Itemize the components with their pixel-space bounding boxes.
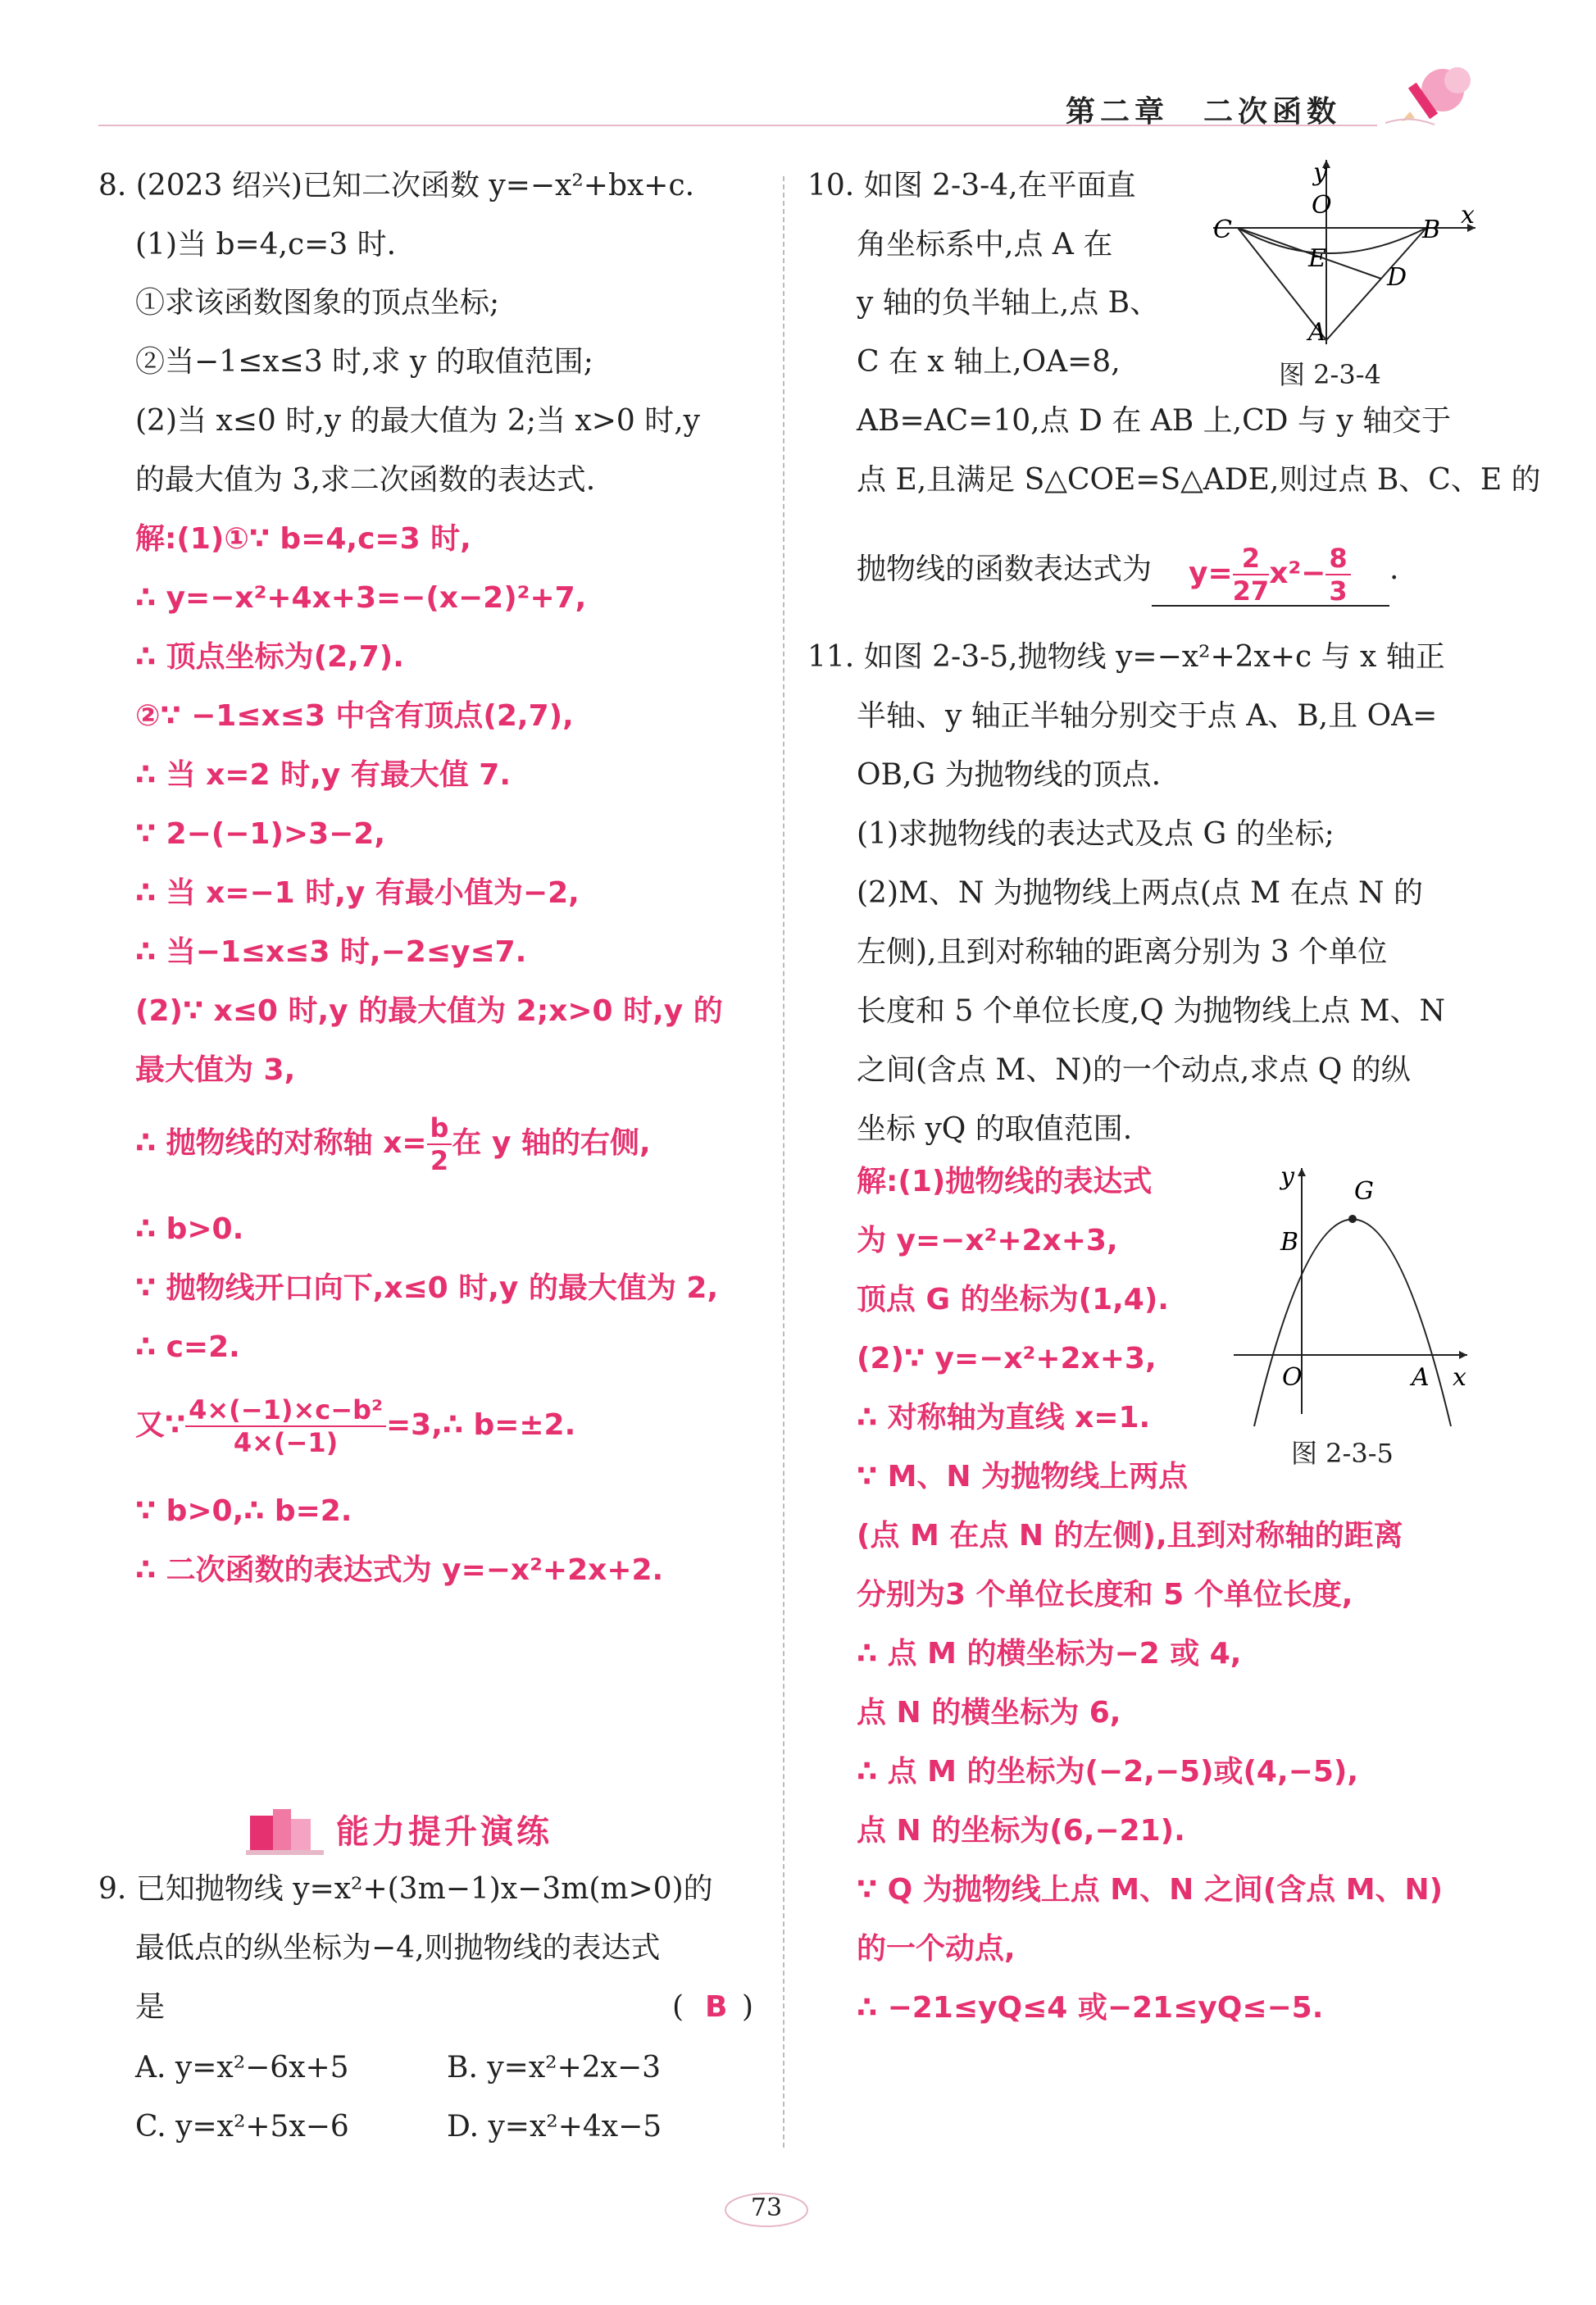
q11-solution-line: (点 M 在点 N 的左侧),且到对称轴的距离: [857, 1519, 1403, 1553]
q8-solution-line: ∴ c=2.: [135, 1330, 240, 1364]
q11-line: OB,G 为抛物线的顶点.: [857, 758, 1162, 792]
q10-line: y 轴的负半轴上,点 B、: [857, 286, 1160, 320]
q8-solution-line: ∴ 二次函数的表达式为 y=−x²+2x+2.: [135, 1553, 664, 1587]
q11-line: (2)M、N 为抛物线上两点(点 M 在点 N 的: [857, 876, 1423, 910]
q11-solution-line: ∵ Q 为抛物线上点 M、N 之间(含点 M、N): [857, 1873, 1444, 1907]
q11-line: (1)求抛物线的表达式及点 G 的坐标;: [857, 817, 1335, 851]
q8-solution-line: 最大值为 3,: [135, 1053, 296, 1087]
q8-solution-line: ∴ 顶点坐标为(2,7).: [135, 640, 404, 674]
q11-solution-line: 解:(1)抛物线的表达式: [857, 1165, 1153, 1198]
y-axis-arrow: [1298, 1168, 1306, 1176]
label-g: G: [1354, 1177, 1374, 1206]
q8-you-pre: 又∵: [135, 1408, 186, 1442]
q11-solution-line: ∴ −21≤yQ≤4 或−21≤yQ≤−5.: [857, 1991, 1324, 2025]
q11-solution-line: ∴ 对称轴为直线 x=1.: [857, 1401, 1151, 1434]
q11-line: 之间(含点 M、N)的一个动点,求点 Q 的纵: [857, 1053, 1411, 1087]
parabola: [1238, 228, 1426, 253]
q10-line: AB=AC=10,点 D 在 AB 上,CD 与 y 轴交于: [857, 404, 1452, 438]
q8-part1a: ①求该函数图象的顶点坐标;: [135, 286, 500, 320]
q8-axis-denominator: 2: [430, 1145, 449, 1176]
q11-solution-line: ∴ 点 M 的横坐标为−2 或 4,: [857, 1637, 1242, 1671]
q10-answer-num2: 8: [1325, 543, 1350, 575]
q9-stem-2: 最低点的纵坐标为−4,则抛物线的表达式: [135, 1931, 661, 1965]
label-a: A: [1412, 1363, 1430, 1392]
q9-option-d: D. y=x²+4x−5: [447, 2110, 662, 2144]
q8-stem: 8. (2023 绍兴)已知二次函数 y=−x²+bx+c.: [98, 169, 695, 202]
q10-answer-den2: 3: [1329, 575, 1348, 607]
q8-you-line: [135, 1389, 575, 1462]
q8-solution-line: ∴ 当 x=−1 时,y 有最小值为−2,: [135, 876, 580, 910]
page-number-badge: [721, 2189, 812, 2231]
q10-answer-num1: 2: [1233, 543, 1270, 575]
q10-line: 10. 如图 2-3-4,在平面直: [807, 169, 1136, 202]
q8-solution-line: 解:(1)①∵ b=4,c=3 时,: [135, 522, 471, 556]
q9-stem-3: 是: [135, 1990, 166, 2024]
q10-answer-post: .: [1389, 552, 1399, 586]
label-b: B: [1280, 1228, 1299, 1257]
q10-line: 点 E,且满足 S△COE=S△ADE,则过点 B、C、E 的: [857, 463, 1541, 497]
label-y: y: [1280, 1162, 1294, 1191]
label-o: O: [1312, 191, 1332, 220]
label-x: x: [1461, 201, 1475, 230]
q11-line: 坐标 yQ 的取值范围.: [857, 1112, 1133, 1146]
figure-2-3-4-caption: 图 2-3-4: [1279, 359, 1381, 390]
q11-solution-line: 点 N 的横坐标为 6,: [857, 1696, 1121, 1730]
figure-2-3-5-caption: 图 2-3-5: [1291, 1438, 1394, 1469]
q11-solution-line: 顶点 G 的坐标为(1,4).: [857, 1283, 1169, 1316]
segment-ba: [1326, 228, 1426, 340]
q10-line: 角坐标系中,点 A 在: [857, 228, 1113, 261]
figure-2-3-5: [1230, 1160, 1476, 1430]
q9-option-b: B. y=x²+2x−3: [447, 2051, 662, 2085]
q11-solution-line: 分别为3 个单位长度和 5 个单位长度,: [857, 1578, 1353, 1612]
q11-solution-line: 的一个动点,: [857, 1932, 1016, 1966]
q11-line: 半轴、y 轴正半轴分别交于点 A、B,且 OA=: [857, 699, 1438, 733]
q10-answer-line: [857, 533, 1398, 607]
label-c: C: [1213, 216, 1232, 244]
pencil-flower-icon: [1385, 57, 1492, 131]
q11-solution-line: 点 N 的坐标为(6,−21).: [857, 1814, 1185, 1848]
x-axis-arrow: [1459, 1351, 1467, 1359]
q10-answer-den1: 27: [1232, 575, 1270, 607]
q8-part1: (1)当 b=4,c=3 时.: [135, 228, 397, 261]
q9-answer-paren-right: ): [742, 1990, 754, 2024]
books-icon: [246, 1799, 328, 1857]
q9-option-c: C. y=x²+5x−6: [135, 2110, 349, 2144]
page-number: 73: [750, 2194, 783, 2222]
q11-line: 左侧),且到对称轴的距离分别为 3 个单位: [857, 935, 1388, 969]
q8-part1b: ②当−1≤x≤3 时,求 y 的取值范围;: [135, 345, 593, 379]
q8-you-post: =3,∴ b=±2.: [385, 1408, 576, 1442]
q10-answer-blank: [1152, 543, 1389, 607]
q11-solution-line: (2)∵ y=−x²+2x+3,: [857, 1342, 1157, 1375]
q8-solution-line: ②∵ −1≤x≤3 中含有顶点(2,7),: [135, 699, 574, 733]
q8-solution-line: ∴ 当−1≤x≤3 时,−2≤y≤7.: [135, 935, 527, 969]
q9-answer: B: [705, 1990, 728, 2024]
q10-answer-pre: 抛物线的函数表达式为: [857, 552, 1153, 586]
column-divider: [783, 176, 784, 2148]
q11-line: 长度和 5 个单位长度,Q 为抛物线上点 M、N: [857, 994, 1445, 1028]
q11-solution-line: 为 y=−x²+2x+3,: [857, 1224, 1118, 1257]
q9-answer-paren-left: (: [672, 1990, 684, 2024]
q11-solution-line: ∴ 点 M 的坐标为(−2,−5)或(4,−5),: [857, 1755, 1359, 1789]
figure-2-3-4: [1213, 156, 1484, 361]
q8-axis-pre: ∴ 抛物线的对称轴 x=: [135, 1126, 427, 1160]
chapter-title: 第二章 二次函数: [1066, 94, 1342, 129]
label-y: y: [1313, 158, 1327, 187]
label-b: B: [1422, 216, 1441, 244]
q8-part2b: 的最大值为 3,求二次函数的表达式.: [135, 463, 596, 497]
q8-solution-line: ∴ y=−x²+4x+3=−(x−2)²+7,: [135, 581, 587, 615]
q8-solution-line: ∴ b>0.: [135, 1212, 244, 1246]
q8-you-denominator: 4×(−1): [233, 1427, 339, 1458]
section-banner: [246, 1799, 552, 1860]
label-o: O: [1282, 1363, 1303, 1392]
q8-axis-post: 在 y 轴的右侧,: [452, 1126, 651, 1160]
q8-solution-line: (2)∵ x≤0 时,y 的最大值为 2;x>0 时,y 的: [135, 994, 723, 1028]
q8-axis-line: [135, 1107, 651, 1180]
q9-option-a: A. y=x²−6x+5: [135, 2051, 349, 2085]
q10-line: C 在 x 轴上,OA=8,: [857, 345, 1121, 379]
vertex-point: [1348, 1215, 1357, 1223]
label-a: A: [1308, 318, 1326, 347]
q11-line: 11. 如图 2-3-5,抛物线 y=−x²+2x+c 与 x 轴正: [807, 640, 1445, 674]
q8-solution-line: ∵ b>0,∴ b=2.: [135, 1494, 352, 1528]
q8-solution-line: ∴ 当 x=2 时,y 有最大值 7.: [135, 758, 512, 792]
q8-axis-numerator: b: [427, 1112, 452, 1145]
q10-answer-y: y=: [1189, 557, 1233, 590]
q8-part2a: (2)当 x≤0 时,y 的最大值为 2;当 x>0 时,y: [135, 404, 700, 438]
q8-you-numerator: 4×(−1)×c−b²: [185, 1394, 386, 1427]
label-d: D: [1387, 263, 1407, 292]
label-x: x: [1453, 1363, 1466, 1392]
section-title: 能力提升演练: [336, 1813, 552, 1851]
q11-solution-line: ∵ M、N 为抛物线上两点: [857, 1460, 1189, 1493]
q10-answer-mid: x²−: [1269, 557, 1326, 590]
q8-solution-line: ∵ 2−(−1)>3−2,: [135, 817, 386, 851]
label-e: E: [1308, 244, 1326, 273]
q9-stem-1: 9. 已知抛物线 y=x²+(3m−1)x−3m(m>0)的: [98, 1872, 713, 1906]
q8-solution-line: ∵ 抛物线开口向下,x≤0 时,y 的最大值为 2,: [135, 1271, 719, 1305]
